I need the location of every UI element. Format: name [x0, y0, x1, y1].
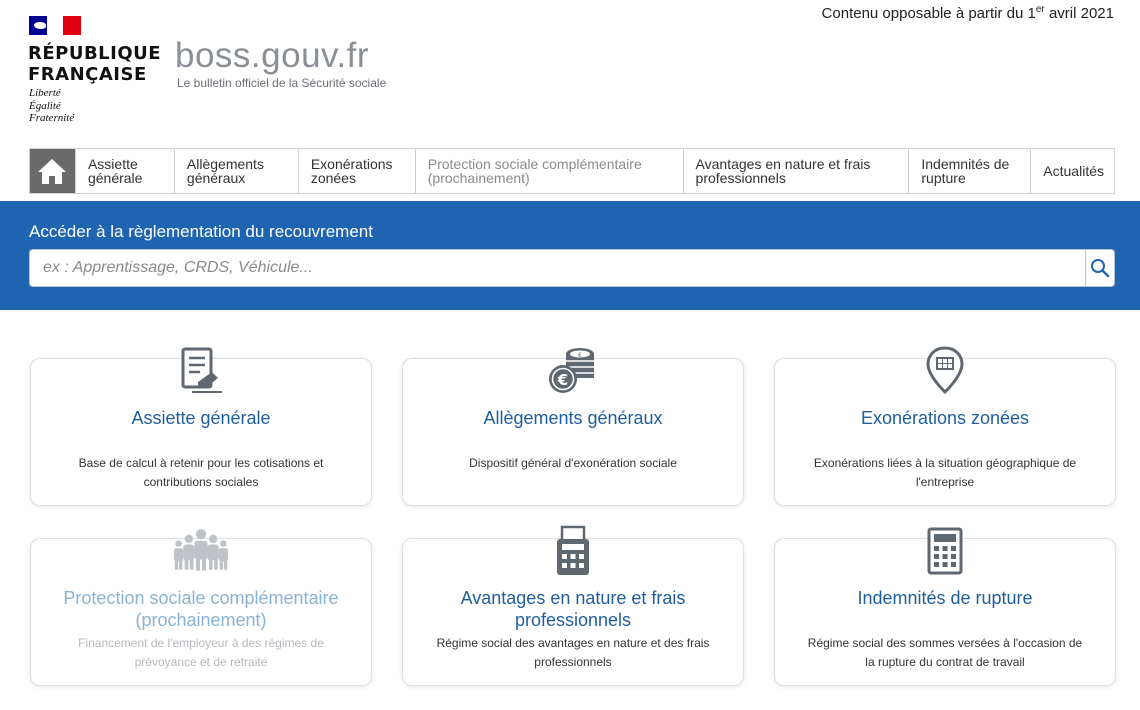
- search-icon: [1090, 258, 1110, 278]
- svg-text:€: €: [578, 352, 582, 359]
- card-description: Base de calcul à retenir pour les cotisations et contributions sociales: [78, 456, 324, 489]
- nav-home-button[interactable]: [30, 149, 75, 193]
- card-indemnites-rupture[interactable]: [774, 538, 1116, 686]
- site-title-link[interactable]: boss.gouv.fr: [175, 36, 370, 75]
- card-exonerations-zonees[interactable]: [774, 358, 1116, 506]
- nav-label: Exonérations: [310, 156, 393, 172]
- card-title: Indemnités de rupture: [857, 588, 1033, 608]
- card-title: Exonérations zonées: [860, 408, 1030, 428]
- card-title: Allègements généraux: [483, 408, 663, 428]
- calculator-icon: [917, 525, 973, 577]
- nav-label: Allègements: [186, 156, 264, 172]
- nav-label: professionnels: [695, 170, 786, 186]
- nav-item-protection-sociale[interactable]: [415, 149, 683, 193]
- svg-text:€: €: [557, 371, 569, 389]
- nav-item-indemnites[interactable]: [908, 149, 1030, 193]
- card-description: Financement de l'employeur à des régimes de prévoyance et de retraite: [78, 636, 324, 669]
- card-title: Protection sociale complémentaire (prochainement): [63, 588, 339, 630]
- motto-fraternite: Fraternité: [29, 112, 75, 124]
- people-group-icon: [173, 525, 229, 577]
- opposable-sup: er: [1035, 4, 1045, 15]
- nav-label: Protection sociale complémentaire: [427, 156, 642, 172]
- coins-icon: [545, 345, 601, 397]
- nav-label: zonées: [310, 170, 356, 186]
- republique-line-1: RÉPUBLIQUE: [28, 43, 162, 64]
- site-subtitle: Le bulletin officiel de la Sécurité sociale: [177, 76, 387, 90]
- nav-item-avantages[interactable]: [683, 149, 909, 193]
- nav-item-allegements[interactable]: [174, 149, 298, 193]
- card-description: Régime social des sommes versées à l'occasion de la rupture du contrat de travail: [807, 636, 1083, 669]
- search-box: [29, 249, 1115, 287]
- card-avantages-nature[interactable]: [402, 538, 744, 686]
- nav-label: (prochainement): [427, 170, 530, 186]
- site-header: [0, 0, 1140, 145]
- main-nav: [29, 148, 1115, 194]
- nav-label: Actualités: [1043, 163, 1104, 179]
- opposable-prefix: Contenu opposable à partir du 1: [821, 5, 1036, 22]
- french-flag-logo[interactable]: [29, 16, 81, 35]
- search-input[interactable]: [31, 251, 1086, 285]
- receipt-calculator-icon: [545, 525, 601, 577]
- card-description: Exonérations liées à la situation géographique de l'entreprise: [813, 456, 1077, 489]
- card-description: Dispositif général d'exonération sociale: [469, 456, 677, 470]
- motto: [29, 87, 74, 125]
- motto-liberte: Liberté: [29, 87, 61, 99]
- search-title: Accéder à la règlementation du recouvrement: [29, 222, 373, 241]
- card-description: Régime social des avantages en nature et des frais professionnels: [436, 636, 710, 669]
- nav-label: Indemnités de: [921, 156, 1010, 172]
- document-pen-icon: [173, 345, 229, 397]
- search-band: [0, 201, 1140, 310]
- map-pin-icon: [917, 345, 973, 397]
- card-protection-sociale[interactable]: [30, 538, 372, 686]
- nav-label: généraux: [186, 170, 246, 186]
- card-allegements-generaux[interactable]: [402, 352, 744, 506]
- card-title: Assiette générale: [131, 408, 271, 428]
- search-button[interactable]: [1085, 250, 1114, 286]
- nav-item-exonerations[interactable]: [298, 149, 415, 193]
- nav-label: générale: [87, 170, 143, 186]
- card-title: Avantages en nature et frais professionnels: [460, 588, 686, 630]
- motto-egalite: Égalité: [29, 99, 61, 112]
- home-icon: [36, 156, 68, 186]
- nav-label: Assiette: [87, 156, 138, 172]
- card-assiette-generale[interactable]: [30, 358, 372, 506]
- nav-item-actualites[interactable]: [1030, 149, 1114, 193]
- nav-item-assiette[interactable]: [75, 149, 174, 193]
- nav-label: Avantages en nature et frais: [695, 156, 871, 172]
- republique-line-2: FRANÇAISE: [28, 64, 147, 85]
- opposable-suffix: avril 2021: [1044, 5, 1114, 22]
- opposable-notice: [822, 4, 1114, 22]
- nav-label: rupture: [921, 170, 966, 186]
- republique-francaise-wordmark[interactable]: [28, 43, 161, 85]
